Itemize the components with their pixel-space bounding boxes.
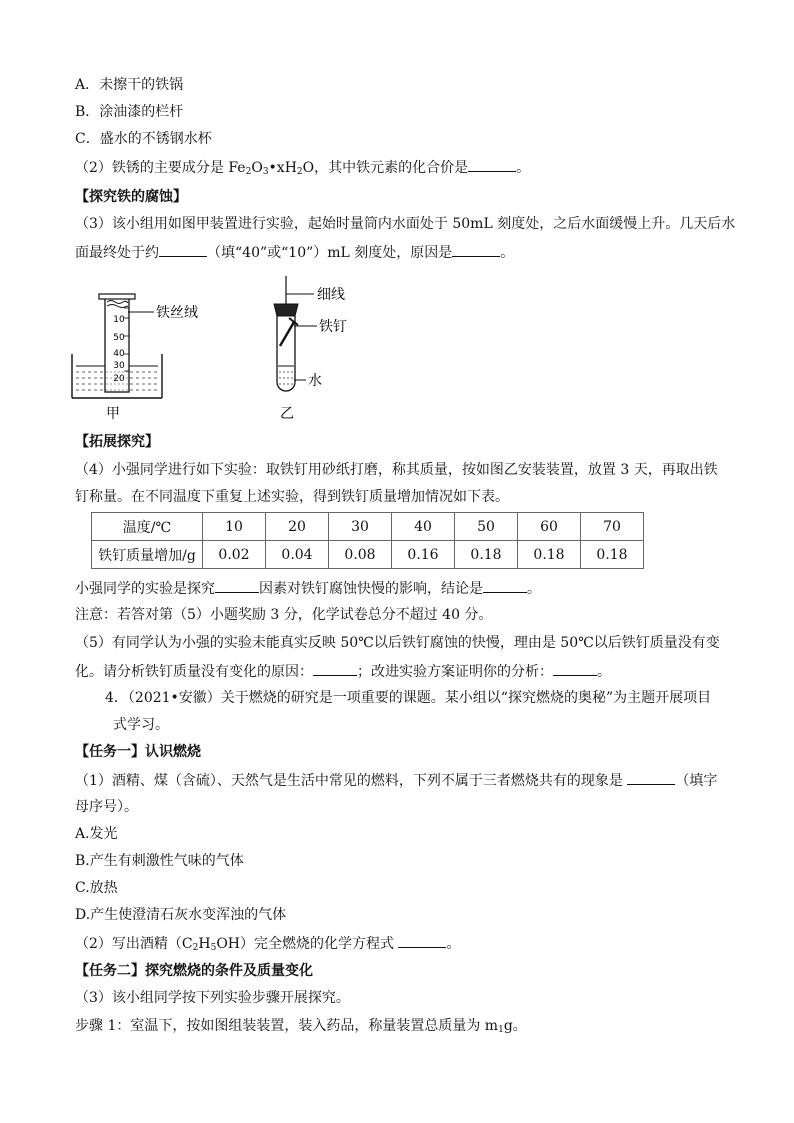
table-cell: 0.02 xyxy=(203,541,266,569)
table-cell: 0.18 xyxy=(455,541,518,569)
task-1-q1-line2: 母序号）。 xyxy=(75,799,138,815)
table-cell: 70 xyxy=(581,513,644,541)
problem-4-line2: 式学习。 xyxy=(113,717,169,733)
option-a: A．未擦干的铁锅 xyxy=(75,77,184,93)
tick-label-50: 50 xyxy=(113,333,125,343)
choice-a: A.发光 xyxy=(75,826,118,842)
option-b: B．涂油漆的栏杆 xyxy=(75,104,184,120)
question-4-line2: 钉称量。在不同温度下重复上述实验，得到铁钉质量增加情况如下表。 xyxy=(75,489,509,505)
tick-label-10: 10 xyxy=(113,315,125,325)
answer-blank xyxy=(627,770,675,785)
choice-c: C.放热 xyxy=(75,880,118,896)
table-cell: 0.18 xyxy=(518,541,581,569)
nail-mass-table xyxy=(91,512,644,569)
tick-label-20: 20 xyxy=(113,374,125,384)
answer-blank xyxy=(313,661,357,676)
question-3-line2: 面最终处于约 （填“40”或“10”）mL 刻度处，原因是 。 xyxy=(75,242,514,263)
task-2-heading: 【任务二】探究燃烧的条件及质量变化 xyxy=(75,963,313,979)
label-yi: 乙 xyxy=(280,406,294,422)
label-thread: 细线 xyxy=(317,287,345,303)
tick-label-40: 40 xyxy=(113,349,125,359)
task-2-q3: （3）该小组同学按下列实验步骤开展探究。 xyxy=(75,990,350,1006)
section-heading-extension: 【拓展探究】 xyxy=(75,434,159,450)
problem-4-line1: 4．（2021•安徽）关于燃烧的研究是一项重要的课题。某小组以“探究燃烧的奥秘”为主题开展项目 xyxy=(105,690,712,706)
table-row-mass xyxy=(92,541,644,569)
question-2: （2）铁锈的主要成分是 $Fe_2O_3•xH_2O$，其中铁元素的化合价是 。 xyxy=(75,157,530,182)
label-nail: 铁钉 xyxy=(319,319,347,335)
table-cell: 30 xyxy=(329,513,392,541)
table-cell: 10 xyxy=(203,513,266,541)
question-5-line2: 化。请分析铁钉质量没有变化的原因： ；改进实验方案证明你的分析： 。 xyxy=(75,661,611,682)
question-5-line1: （5）有同学认为小强的实验未能真实反映 50℃以后铁钉腐蚀的快慢，理由是 50℃以后铁钉质量没有变 xyxy=(75,635,720,651)
answer-blank xyxy=(215,578,259,593)
answer-blank xyxy=(483,578,527,593)
label-jia: 甲 xyxy=(106,406,120,422)
question-3-line1: （3）该小组用如图甲装置进行实验，起始时量筒内水面处于 50mL 刻度处，之后水面缓慢上升。几天后水 xyxy=(75,216,736,232)
table-header-mass: 铁钉质量增加/g xyxy=(92,541,203,569)
table-header-temperature: 温度/℃ xyxy=(92,513,203,541)
table-cell: 40 xyxy=(392,513,455,541)
apparatus-figure xyxy=(70,270,350,428)
task-1-heading: 【任务一】认识燃烧 xyxy=(75,744,201,760)
table-cell: 0.16 xyxy=(392,541,455,569)
task-1-q1-line1: （1）酒精、煤（含硫）、天然气是生活中常见的燃料，下列不属于三者燃烧共有的现象是 （填字 xyxy=(75,770,717,791)
answer-blank xyxy=(468,157,516,172)
table-cell: 0.04 xyxy=(266,541,329,569)
table-cell: 0.18 xyxy=(581,541,644,569)
table-cell: 0.08 xyxy=(329,541,392,569)
section-heading-corrosion: 【探究铁的腐蚀】 xyxy=(75,189,187,205)
table-cell: 50 xyxy=(455,513,518,541)
task-1-q2: （2）写出酒精$(C_2H_5OH)$完全燃烧的化学方程式 。 xyxy=(75,933,460,958)
step-1: 步骤 1：室温下，按如图组装装置，装入药品，称量装置总质量为 $m_1g$。 xyxy=(75,1018,527,1035)
answer-blank xyxy=(159,242,207,257)
option-c: C．盛水的不锈钢水杯 xyxy=(75,131,212,147)
label-iron-wool: 铁丝绒 xyxy=(156,305,198,321)
table-row-temperature xyxy=(92,513,644,541)
answer-blank xyxy=(553,661,597,676)
figure-jia xyxy=(72,294,198,422)
table-cell: 20 xyxy=(266,513,329,541)
answer-blank xyxy=(398,933,446,948)
label-water: 水 xyxy=(308,373,322,389)
table-cell: 60 xyxy=(518,513,581,541)
bonus-note: 注意：若答对第（5）小题奖励 3 分，化学试卷总分不超过 40 分。 xyxy=(75,607,493,623)
answer-blank xyxy=(452,242,500,257)
figure-yi xyxy=(274,276,347,422)
question-4-conclusion: 小强同学的实验是探究 因素对铁钉腐蚀快慢的影响，结论是 。 xyxy=(75,578,541,599)
question-4-line1: （4）小强同学进行如下实验：取铁钉用砂纸打磨，称其质量，按如图乙安装装置，放置 3 天，再取出铁 xyxy=(75,462,718,478)
choice-b: B.产生有刺激性气味的气体 xyxy=(75,853,244,869)
choice-d: D.产生使澄清石灰水变浑浊的气体 xyxy=(75,907,287,923)
tick-label-30: 30 xyxy=(113,361,125,371)
